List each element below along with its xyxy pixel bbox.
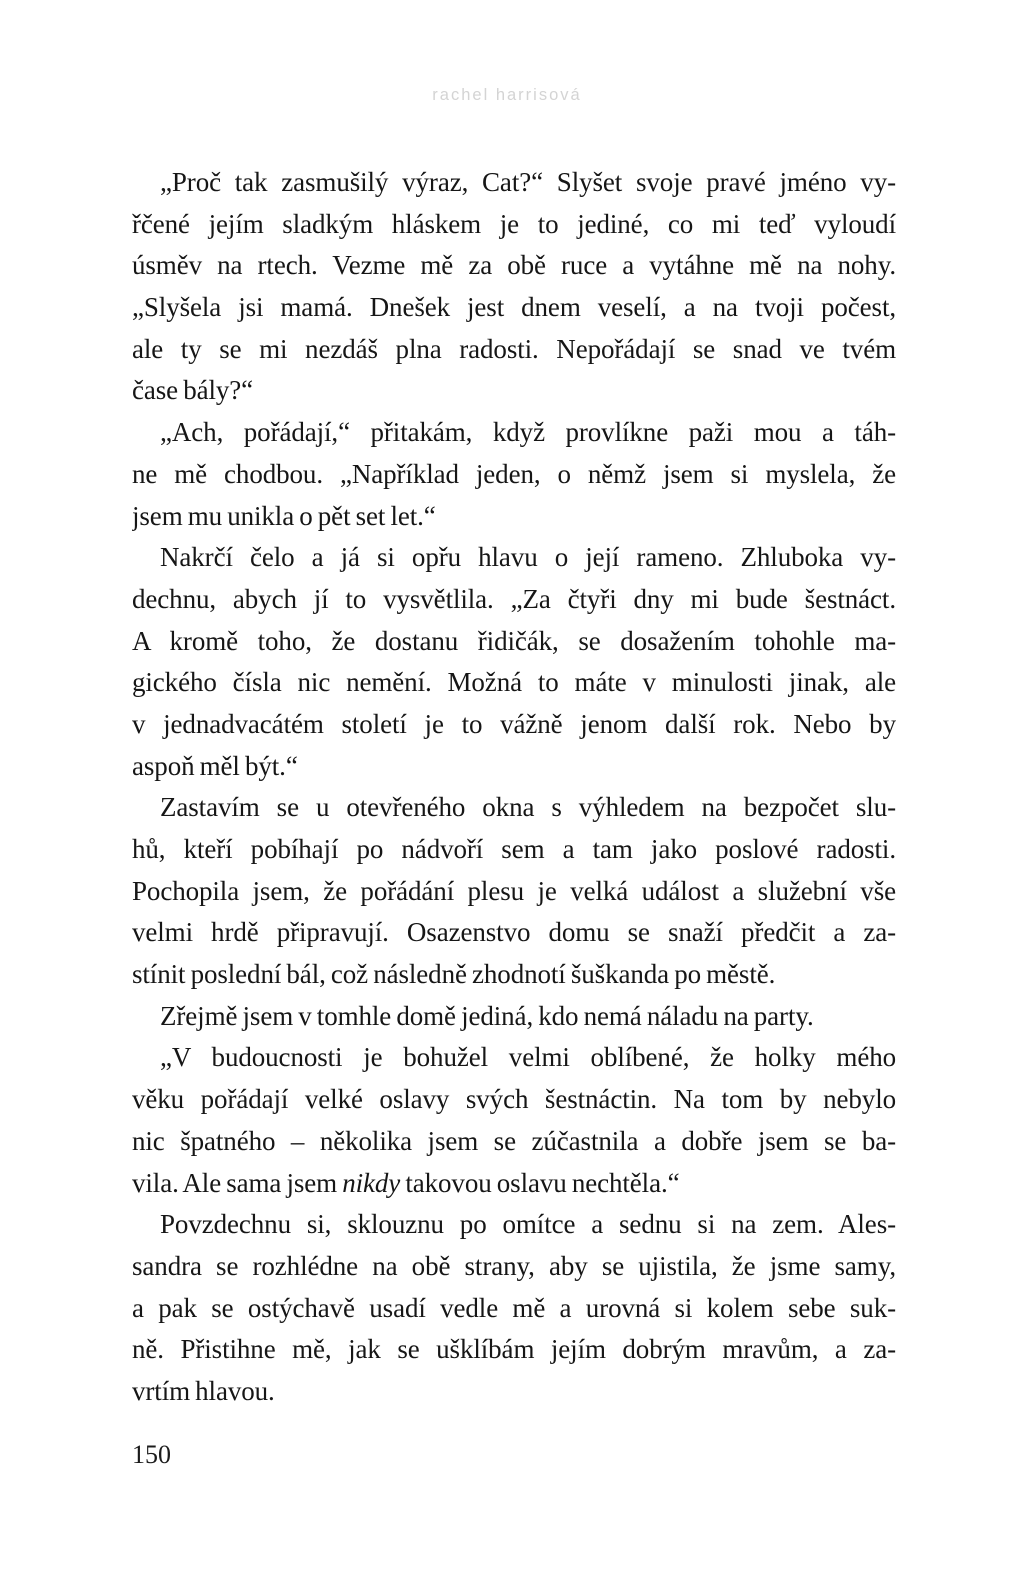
text-line: Pochopila jsem, že pořádání plesu je velká událost a služební vše <box>132 875 896 906</box>
text-segment: vila. Ale sama jsem <box>132 1167 343 1198</box>
text-line: věku pořádají velké oslavy svých šestnáctin. Na tom by nebylo <box>132 1084 896 1115</box>
text-line: sandra se rozhlédne na obě strany, aby se ujistila, že jsme samy, <box>132 1250 896 1281</box>
text-line: Zastavím se u otevřeného okna s výhledem na bezpočet slu- <box>160 792 896 823</box>
running-header: rachel harrisová <box>432 86 582 104</box>
text-line: v jednadvacátém století je to vážně jenom další rok. Nebo by <box>132 708 896 739</box>
text-line: dechnu, abych jí to vysvětlila. „Za čtyři dny mi bude šestnáct. <box>132 583 896 614</box>
text-line: velmi hrdě připravují. Osazenstvo domu se snaží předčit a za- <box>132 917 896 948</box>
text-line: a pak se ostýchavě usadí vedle mě a urovná si kolem sebe suk- <box>132 1292 896 1323</box>
text-line: nic špatného – několika jsem se zúčastnila a dobře jsem se ba- <box>132 1125 896 1156</box>
text-line: řčené jejím sladkým hláskem je to jediné, co mi teď vyloudí <box>132 208 896 239</box>
text-line: jsem mu unikla o pět set let.“ <box>132 500 436 531</box>
text-segment: takovou oslavu nechtěla.“ <box>400 1167 680 1198</box>
text-line: „Slyšela jsi mamá. Dnešek jest dnem veselí, a na tvoji počest, <box>132 292 896 323</box>
text-line: „Ach, pořádají,“ přitakám, když provlíkne paži mou a táh- <box>160 417 896 448</box>
text-line: stínit poslední bál, což následně zhodnotí šuškanda po městě. <box>132 959 776 990</box>
emphasized-word: nikdy <box>342 1167 401 1198</box>
text-line: úsměv na rtech. Vezme mě za obě ruce a vytáhne mě na nohy. <box>132 250 896 281</box>
text-line: Povzdechnu si, sklouznu po omítce a sednu si na zem. Ales- <box>160 1209 896 1240</box>
text-line: čase bály?“ <box>132 375 254 406</box>
text-line: ne mě chodbou. „Například jeden, o němž jsem si myslela, že <box>132 458 896 489</box>
text-line: Zřejmě jsem v tomhle domě jediná, kdo nemá náladu na party. <box>160 1000 814 1031</box>
text-line: „V budoucnosti je bohužel velmi oblíbené, že holky mého <box>160 1042 896 1073</box>
text-line: Nakrčí čelo a já si opřu hlavu o její rameno. Zhluboka vy- <box>160 542 896 573</box>
text-line: ně. Přistihne mě, jak se ušklíbám jejím dobrým mravům, a za- <box>132 1334 896 1365</box>
text-line: A kromě toho, že dostanu řidičák, se dosažením tohohle ma- <box>132 625 896 656</box>
text-line: vrtím hlavou. <box>132 1375 275 1406</box>
text-line: „Proč tak zasmušilý výraz, Cat?“ Slyšet svoje pravé jméno vy- <box>160 167 896 197</box>
text-line: gického čísla nic nemění. Možná to máte v minulosti jinak, ale <box>132 667 896 698</box>
text-line: ale ty se mi nezdáš plna radosti. Nepořádají se snad ve tvém <box>132 333 896 364</box>
text-line: aspoň měl být.“ <box>132 750 298 781</box>
body-text <box>132 162 896 1413</box>
text-line: hů, kteří pobíhají po nádvoří sem a tam jako poslové radosti. <box>132 834 896 864</box>
text-line <box>132 1163 896 1205</box>
page-number: 150 <box>132 1440 171 1469</box>
